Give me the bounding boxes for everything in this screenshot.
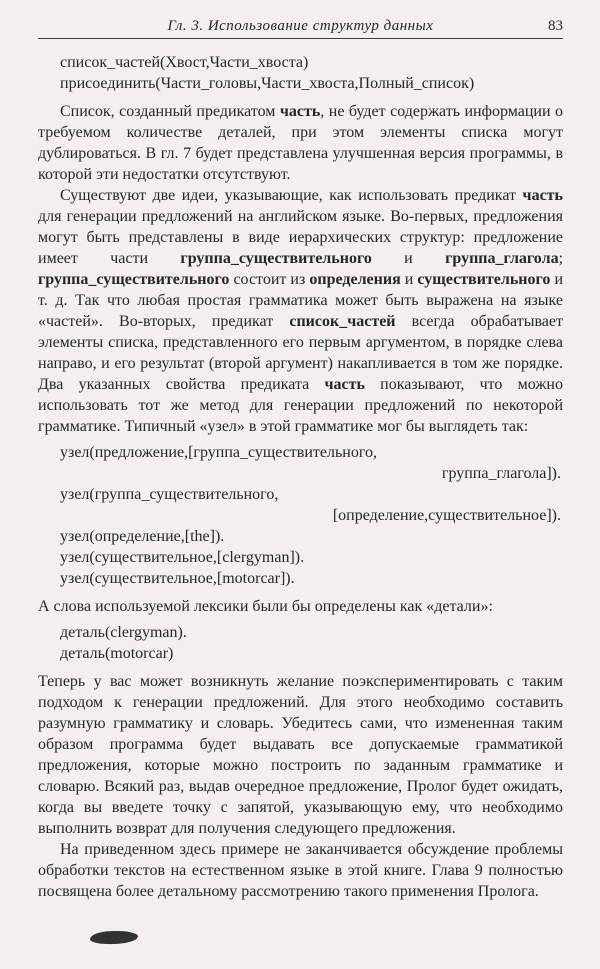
code-block-parts [38, 52, 563, 94]
scan-artifact [90, 930, 138, 945]
code-line: деталь(clergyman). [60, 624, 187, 641]
code-line: узел(существительное,[motorcar]). [60, 570, 295, 587]
code-line: [определение,существительное]). [332, 507, 561, 524]
code-line: присоединить(Части_головы,Части_хвоста,Полный_список) [60, 75, 475, 92]
code-block-nodes [38, 442, 563, 589]
header-rule [38, 38, 563, 39]
paragraph-two-ideas: Существуют две идеи, указывающие, как использовать предикат часть для генерации предложений на английском языке. Во-первых, предложения могут быть представлены в виде иерархических структур: предложение имеет части группа_существительного и группа_глагола; группа_существительного состоит из определения и существительного и т. д. Так что любая простая грамматика может быть выражена на языке «частей». Во-вторых, предикат список_частей всегда обрабатывает элементы списка, представленного его первым аргументом, в порядке слева направо, и его результат (второй аргумент) накапливается в том же порядке. Два указанных свойства предиката часть показывают, что можно использовать тот же метод для генерации предложений по некоторой грамматике. Типичный «узел» в этой грамматике мог бы выглядеть так: [38, 187, 564, 435]
chapter-title: Гл. 3. Использование структур данных [167, 18, 434, 34]
code-line: список_частей(Хвост,Части_хвоста) [60, 54, 309, 71]
paragraph-experiment: Теперь у вас может возникнуть желание поэкспериментировать с таким подходом к генерации предложений. Для этого необходимо составить разумную грамматику и словарь. Убедитесь сами, что измененная таким образом программа будет выдавать все допускаемые грамматикой предложения, которые можно построить по заданным грамматике и словарю. Всякий раз, выдав очередное предложение, Пролог будет ожидать, когда вы введете точку с запятой, указывающую ему, что необходимо выполнить возврат для получения следующего предложения. [38, 673, 563, 837]
code-line: группа_глагола]). [441, 465, 561, 482]
page-number: 83 [548, 18, 563, 34]
code-line: узел(определение,[the]). [60, 528, 225, 545]
page-body [38, 52, 563, 902]
paragraph-lexicon-lead-in: А слова используемой лексики были бы определены как «детали»: [38, 598, 493, 615]
running-header [38, 18, 563, 35]
code-line: узел(группа_существительного, [60, 486, 279, 503]
code-line: узел(предложение,[группа_существительного, [60, 444, 378, 461]
code-block-details [38, 622, 563, 664]
code-line: деталь(motorcar) [60, 645, 174, 662]
paragraph-closing: На приведенном здесь примере не заканчивается обсуждение проблемы обработки текстов на естественном языке в этой книге. Глава 9 полностью посвящена более детальному рассмотрению такого применения Пролога. [38, 841, 563, 900]
code-line: узел(существительное,[clergyman]). [60, 549, 305, 566]
paragraph-list-description: Список, созданный предикатом часть, не будет содержать информации о требуемом количестве деталей, при этом элементы списка могут дублироваться. В гл. 7 будет представлена улучшенная версия программы, в которой эти недостатки отсутствуют. [38, 103, 563, 183]
